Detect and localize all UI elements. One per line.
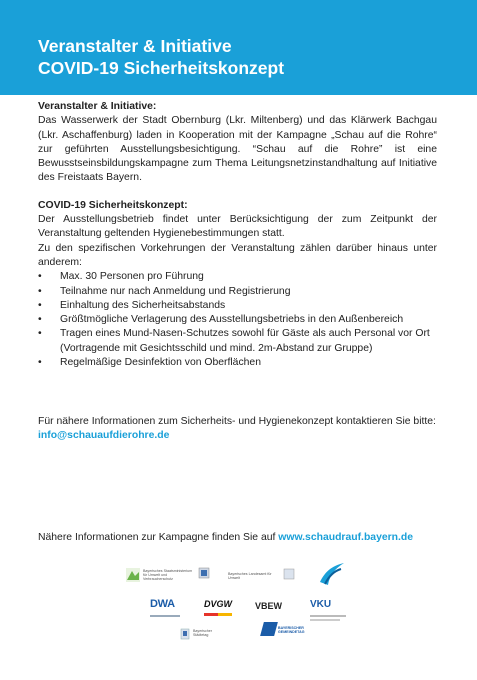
vbew-logo bbox=[255, 596, 295, 612]
section-covid-text1: Der Ausstellungsbetrieb findet unter Berücksichtigung der zum Zeitpunkt der Veranstaltung geltenden Hygienebestimmungen statt. bbox=[38, 214, 437, 240]
vbew-name: VBEW bbox=[255, 601, 282, 611]
section-covid-text2: Zu den spezifischen Vorkehrungen der Veranstaltung zählen darüber hinaus unter anderem: bbox=[38, 242, 437, 268]
list-item: • Einhaltung des Sicherheitsabstands bbox=[38, 299, 437, 313]
list-item: • Tragen eines Mund-Nasen-Schutzes sowohl für Gäste als auch Personal vor Ort (Vortragende mit Gesichtsschild und mind. 2m-Abstand zur Gruppe) bbox=[38, 328, 430, 354]
vku-name: VKU bbox=[310, 599, 332, 610]
staedtetag-crest-icon bbox=[180, 628, 190, 640]
list-item: • Größtmögliche Verlagerung des Ausstellungsbetriebs in den Außenbereich bbox=[38, 313, 437, 327]
staedtetag-name: Bayerischer Städtetag bbox=[193, 629, 212, 637]
ministry-crest-icon bbox=[126, 568, 140, 582]
bullet-icon: • bbox=[38, 328, 42, 340]
lfu-name: Bayerisches Landesamt für Umwelt bbox=[228, 572, 272, 580]
lfu-logo bbox=[228, 568, 296, 582]
list-item: • Teilnahme nur nach Anmeldung und Registrierung bbox=[38, 285, 437, 299]
campaign-url-link[interactable]: www.schaudrauf.bayern.de bbox=[278, 532, 414, 543]
dwa-name: DWA bbox=[150, 598, 175, 610]
dvgw-logo bbox=[204, 594, 236, 616]
list-item: • Max. 30 Personen pro Führung bbox=[38, 270, 437, 284]
gemeindetag-logo bbox=[262, 622, 306, 640]
dwa-logo bbox=[150, 594, 188, 616]
contact-section bbox=[38, 415, 437, 444]
section-organizer-text: Das Wasserwerk der Stadt Obernburg (Lkr. Miltenberg) und das Klärwerk Bachgau (Lkr. Aschaffenburg) laden in Kooperation mit der Kampagne „Schau auf die Rohre“ zur geführten Ausstellungsbesichtigung. “Schau auf die Rohre” ist eine Bewusstseinsbildungskampagne zum Thema Leitungsnetzinstandhaltung auf Initiative des Freistaats Bayern. bbox=[38, 115, 437, 184]
bullet-icon: • bbox=[38, 357, 42, 369]
bullet-icon: • bbox=[38, 271, 42, 283]
list-item: • Regelmäßige Desinfektion von Oberflächen bbox=[38, 356, 437, 370]
dvgw-name: DVGW bbox=[204, 599, 232, 609]
ministry-logo bbox=[126, 566, 214, 584]
main-content bbox=[38, 100, 437, 370]
swoosh-logo-icon bbox=[317, 560, 347, 588]
staedtetag-logo bbox=[180, 626, 228, 642]
header-title-line1: Veranstalter & Initiative bbox=[38, 36, 232, 56]
gemeindetag-name: BAYERISCHER GEMEINDETAG bbox=[278, 626, 305, 634]
contact-text: Für nähere Informationen zum Sicherheits- und Hygienekonzept kontaktieren Sie bitte: bbox=[38, 416, 436, 427]
bullet-icon: • bbox=[38, 285, 42, 297]
section-organizer-title: Veranstalter & Initiative: bbox=[38, 101, 157, 112]
lfu-crest-icon bbox=[283, 568, 295, 580]
bullet-icon: • bbox=[38, 314, 42, 326]
campaign-section bbox=[38, 531, 458, 545]
vku-logo bbox=[310, 594, 354, 620]
bullet-icon: • bbox=[38, 299, 42, 311]
campaign-text: Nähere Informationen zur Kampagne finden Sie auf bbox=[38, 532, 276, 543]
header-banner bbox=[0, 0, 477, 95]
section-covid-title: COVID-19 Sicherheitskonzept: bbox=[38, 199, 188, 211]
ministry-name: Bayerisches Staatsministerium für Umwelt und Verbraucherschutz bbox=[143, 569, 193, 581]
bavaria-coat-icon bbox=[198, 567, 210, 579]
contact-email-link[interactable]: info@schauaufdierohre.de bbox=[38, 430, 170, 442]
covid-measures-list bbox=[38, 270, 437, 370]
header-title-line2: COVID-19 Sicherheitskonzept bbox=[38, 58, 285, 78]
